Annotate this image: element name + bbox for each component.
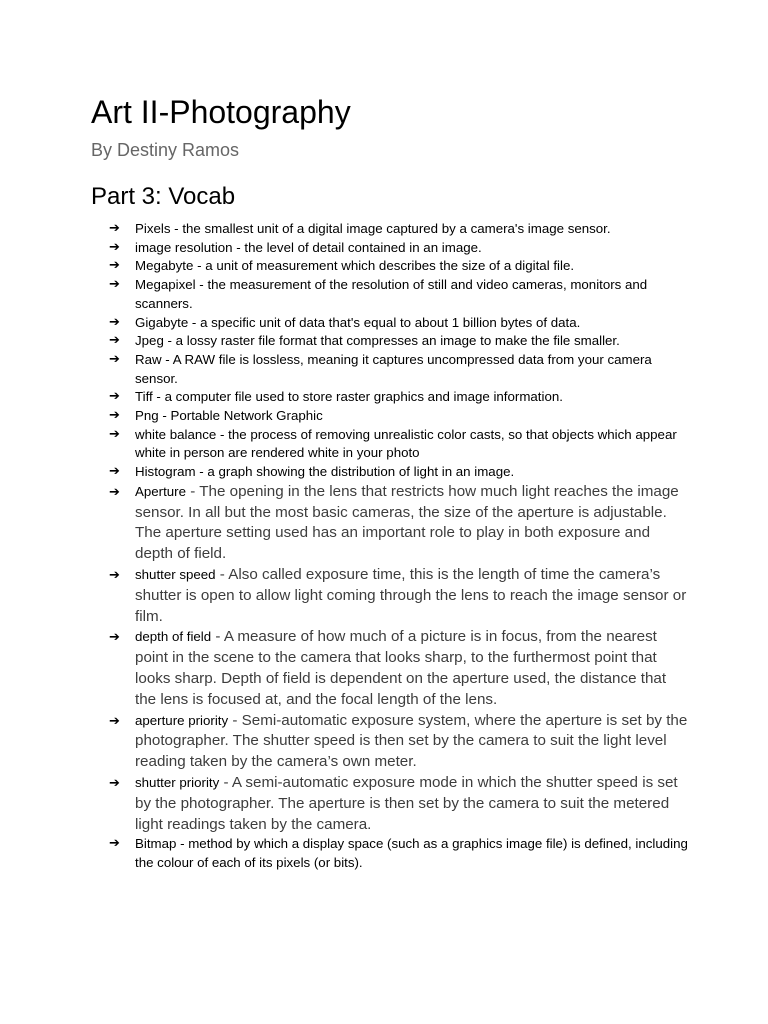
vocab-definition: a graph showing the distribution of light in an image. [207,464,515,480]
vocab-definition: the process of removing unrealistic color casts, so that objects which appear white in person are rendered white in your photo [135,426,677,461]
vocab-definition: Also called exposure time, this is the length of time the camera’s shutter is open to allow light coming through the lens to reach the image sensor or film. [135,566,687,625]
right-arrow-icon: ➔ [109,333,120,349]
vocab-term: image resolution [135,239,233,255]
vocab-term: Bitmap [135,836,177,852]
vocab-term: white balance [135,426,217,442]
right-arrow-icon: ➔ [109,277,120,293]
vocab-item: ➔ Megabyte - a unit of measurement which describes the size of a digital file. [91,257,691,276]
vocab-definition: the measurement of the resolution of still and video cameras, monitors and scanners. [135,277,648,311]
section-heading: Part 3: Vocab [91,183,236,210]
vocab-item: ➔ Png - Portable Network Graphic [91,407,691,426]
vocab-term: Histogram [135,464,196,480]
vocab-item: ➔ Jpeg - a lossy raster file format that compresses an image to make the file smaller. [91,332,691,351]
vocab-term: Megabyte [135,258,194,274]
vocab-item: ➔ depth of field - A measure of how much of a picture is in focus, from the nearest point in the scene to the camera that looks sharp, to the furthermost point that looks sharp. Depth of field is dependent on the aperture used, the distance that the lens is focused at, and the focal length of the lens. [109,628,667,708]
right-arrow-icon: ➔ [109,713,120,729]
vocab-term: depth of field [135,629,212,645]
right-arrow-icon: ➔ [109,836,120,852]
right-arrow-icon: ➔ [109,568,120,584]
vocab-definition: Portable Network Graphic [170,408,323,424]
right-arrow-icon: ➔ [109,389,120,405]
document-author: By Destiny Ramos [91,140,240,160]
right-arrow-icon: ➔ [109,484,120,500]
vocab-definition: the smallest unit of a digital image captured by a camera's image sensor. [182,221,611,236]
vocab-term: Tiff [135,389,153,405]
right-arrow-icon: ➔ [109,776,120,791]
vocab-definition: the level of detail contained in an image. [244,239,482,255]
vocab-term: Jpeg [135,333,164,349]
vocab-item: ➔ Raw - A RAW file is lossless, meaning it captures uncompressed data from your camera sensor. [109,351,652,386]
document-page [91,92,691,873]
vocab-item: ➔ Pixels - the smallest unit of a digital image captured by a camera's image sensor. [91,220,691,239]
vocab-definition: method by which a display space (such as a graphics image file) is defined, including the colour of each of its pixels (or bits). [135,836,688,871]
right-arrow-icon: ➔ [109,408,120,424]
vocab-item: ➔ aperture priority - Semi-automatic exposure system, where the aperture is set by the photographer. The shutter speed is then set by the camera to suit the light level reading taken by the camera’s own meter. [109,711,688,771]
right-arrow-icon: ➔ [109,426,120,442]
vocab-item: ➔ Gigabyte - a specific unit of data that's equal to about 1 billion bytes of data. [91,314,691,333]
right-arrow-icon: ➔ [109,464,120,480]
vocab-definition: Semi-automatic exposure system, where the aperture is set by the photographer. The shutter speed is then set by the camera to suit the light level reading taken by the camera’s own meter. [135,711,688,771]
vocab-term: Aperture [135,483,186,499]
vocab-definition: A measure of how much of a picture is in focus, from the nearest point in the scene to the camera that looks sharp, to the furthermost point that looks sharp. Depth of field is dependent on the aperture used, the distance that the lens is focused at, and the focal length of the lens. [135,628,667,708]
vocab-term: shutter speed [135,567,216,583]
vocab-term: Gigabyte [135,314,189,330]
right-arrow-icon: ➔ [109,630,120,646]
vocab-term: shutter priority [135,775,220,790]
vocab-term: Megapixel [135,277,196,293]
right-arrow-icon: ➔ [109,351,120,367]
vocab-term: aperture priority [135,712,229,728]
vocab-item: ➔ Bitmap - method by which a display space (such as a graphics image file) is defined, including the colour of each of its pixels (or bits). [109,836,688,871]
vocab-definition: a lossy raster file format that compresses an image to make the file smaller. [175,333,620,349]
vocab-definition: a computer file used to store raster graphics and image information. [164,389,563,405]
vocab-item: ➔ Aperture - The opening in the lens that restricts how much light reaches the image sensor. In all but the most basic cameras, the size of the aperture is adjustable. The aperture setting used has an important role to play in both exposure and depth of field. [109,482,679,563]
vocab-item: ➔ shutter priority - A semi-automatic exposure mode in which the shutter speed is set by the photographer. The aperture is then set by the camera to suit the metered light readings taken by the camera. [109,774,678,833]
vocab-item: ➔ Megapixel - the measurement of the resolution of still and video cameras, monitors and scanners. [109,277,648,311]
vocab-definition: A RAW file is lossless, meaning it captures uncompressed data from your camera sensor. [135,351,652,386]
vocab-item: ➔ Tiff - a computer file used to store raster graphics and image information. [91,388,691,407]
vocab-item: ➔ Histogram - a graph showing the distribution of light in an image. [91,463,691,482]
vocab-term: Png [135,408,159,424]
vocab-definition: a specific unit of data that's equal to about 1 billion bytes of data. [200,314,581,330]
right-arrow-icon: ➔ [109,239,120,255]
right-arrow-icon: ➔ [109,314,120,330]
vocab-item: ➔ image resolution - the level of detail contained in an image. [91,239,691,258]
document-title: Art II-Photography [91,94,351,130]
vocab-item: ➔ shutter speed - Also called exposure time, this is the length of time the camera’s shutter is open to allow light coming through the lens to reach the image sensor or film. [109,566,687,625]
vocab-definition: A semi-automatic exposure mode in which the shutter speed is set by the photographer. The aperture is then set by the camera to suit the metered light readings taken by the camera. [135,774,678,833]
vocab-list [91,220,691,873]
vocab-definition: The opening in the lens that restricts how much light reaches the image sensor. In all but the most basic cameras, the size of the aperture is adjustable. The aperture setting used has an important role to play in both exposure and depth of field. [135,482,679,563]
vocab-term: Raw [135,351,162,367]
right-arrow-icon: ➔ [109,221,120,236]
vocab-term: Pixels [135,221,171,236]
vocab-item: ➔ white balance - the process of removing unrealistic color casts, so that objects which appear white in person are rendered white in your photo [109,426,677,461]
right-arrow-icon: ➔ [109,258,120,274]
vocab-definition: a unit of measurement which describes the size of a digital file. [205,258,575,274]
